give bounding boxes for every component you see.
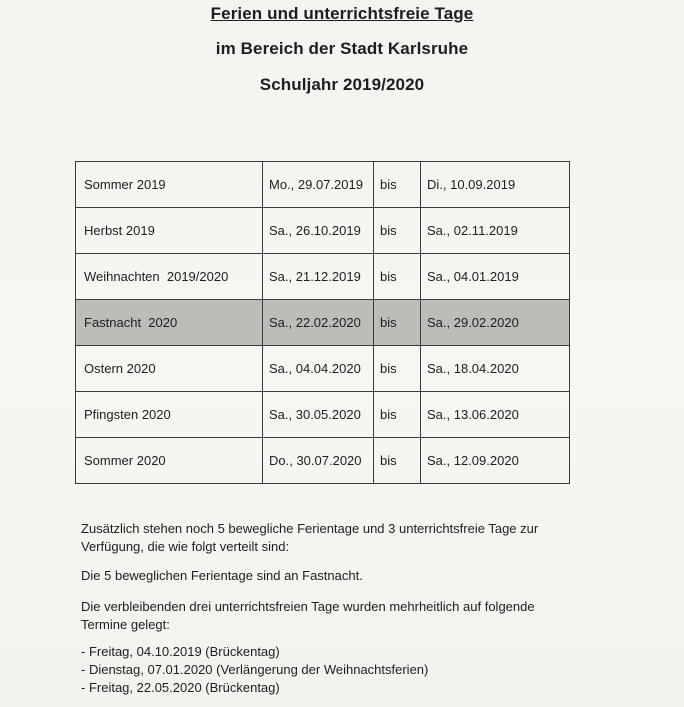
holiday-end: Sa., 13.06.2020 — [421, 392, 570, 438]
table-row — [76, 346, 570, 392]
holiday-start: Sa., 30.05.2020 — [263, 392, 374, 438]
holiday-separator: bis — [374, 300, 421, 346]
page-subtitle: im Bereich der Stadt Karlsruhe — [215, 39, 469, 58]
holiday-separator: bis — [374, 254, 421, 300]
holiday-start: Sa., 22.02.2020 — [263, 300, 374, 346]
holiday-name: Sommer 2020 — [76, 438, 263, 484]
extra-days-list — [81, 643, 621, 697]
holiday-start: Do., 30.07.2020 — [263, 438, 374, 484]
holiday-name: Fastnacht 2020 — [76, 300, 263, 346]
list-item: - Freitag, 04.10.2019 (Brückentag) — [81, 644, 280, 659]
table-row — [76, 162, 570, 208]
holiday-end: Sa., 18.04.2020 — [421, 346, 570, 392]
paragraph-line: Die verbleibenden drei unterrichtsfreien Tage wurden mehrheitlich auf folgende — [81, 599, 535, 614]
paragraph-line: Termine gelegt: — [81, 617, 170, 632]
remaining-days-paragraph — [81, 598, 621, 634]
list-item: - Dienstag, 07.01.2020 (Verlängerung der Weihnachtsferien) — [81, 662, 429, 677]
table-row — [76, 254, 570, 300]
holiday-start: Sa., 21.12.2019 — [263, 254, 374, 300]
holiday-end: Sa., 04.01.2019 — [421, 254, 570, 300]
holiday-separator: bis — [374, 392, 421, 438]
holiday-separator: bis — [374, 208, 421, 254]
table-row-highlighted — [76, 300, 570, 346]
holiday-separator: bis — [374, 346, 421, 392]
holiday-name: Ostern 2020 — [76, 346, 263, 392]
table-row — [76, 208, 570, 254]
holiday-name: Pfingsten 2020 — [76, 392, 263, 438]
school-year-heading: Schuljahr 2019/2020 — [259, 75, 425, 94]
additional-days-paragraph — [81, 520, 621, 556]
holiday-name: Herbst 2019 — [76, 208, 263, 254]
list-item: - Freitag, 22.05.2020 (Brückentag) — [81, 680, 280, 695]
holiday-name: Weihnachten 2019/2020 — [76, 254, 263, 300]
holiday-name: Sommer 2019 — [76, 162, 263, 208]
holiday-start: Sa., 26.10.2019 — [263, 208, 374, 254]
table-row — [76, 438, 570, 484]
holiday-separator: bis — [374, 162, 421, 208]
holiday-separator: bis — [374, 438, 421, 484]
holiday-end: Sa., 02.11.2019 — [421, 208, 570, 254]
holiday-start: Sa., 04.04.2020 — [263, 346, 374, 392]
holiday-end: Di., 10.09.2019 — [421, 162, 570, 208]
holiday-start: Mo., 29.07.2019 — [263, 162, 374, 208]
table-row — [76, 392, 570, 438]
page-title: Ferien und unterrichtsfreie Tage — [210, 4, 474, 23]
holiday-end: Sa., 12.09.2020 — [421, 438, 570, 484]
holiday-end: Sa., 29.02.2020 — [421, 300, 570, 346]
paragraph-line: Zusätzlich stehen noch 5 bewegliche Ferientage und 3 unterrichtsfreie Tage zur — [81, 521, 539, 536]
paragraph-line: Verfügung, die wie folgt verteilt sind: — [81, 539, 290, 554]
holiday-table — [75, 161, 570, 484]
carnival-days-paragraph: Die 5 beweglichen Ferientage sind an Fastnacht. — [81, 568, 363, 583]
